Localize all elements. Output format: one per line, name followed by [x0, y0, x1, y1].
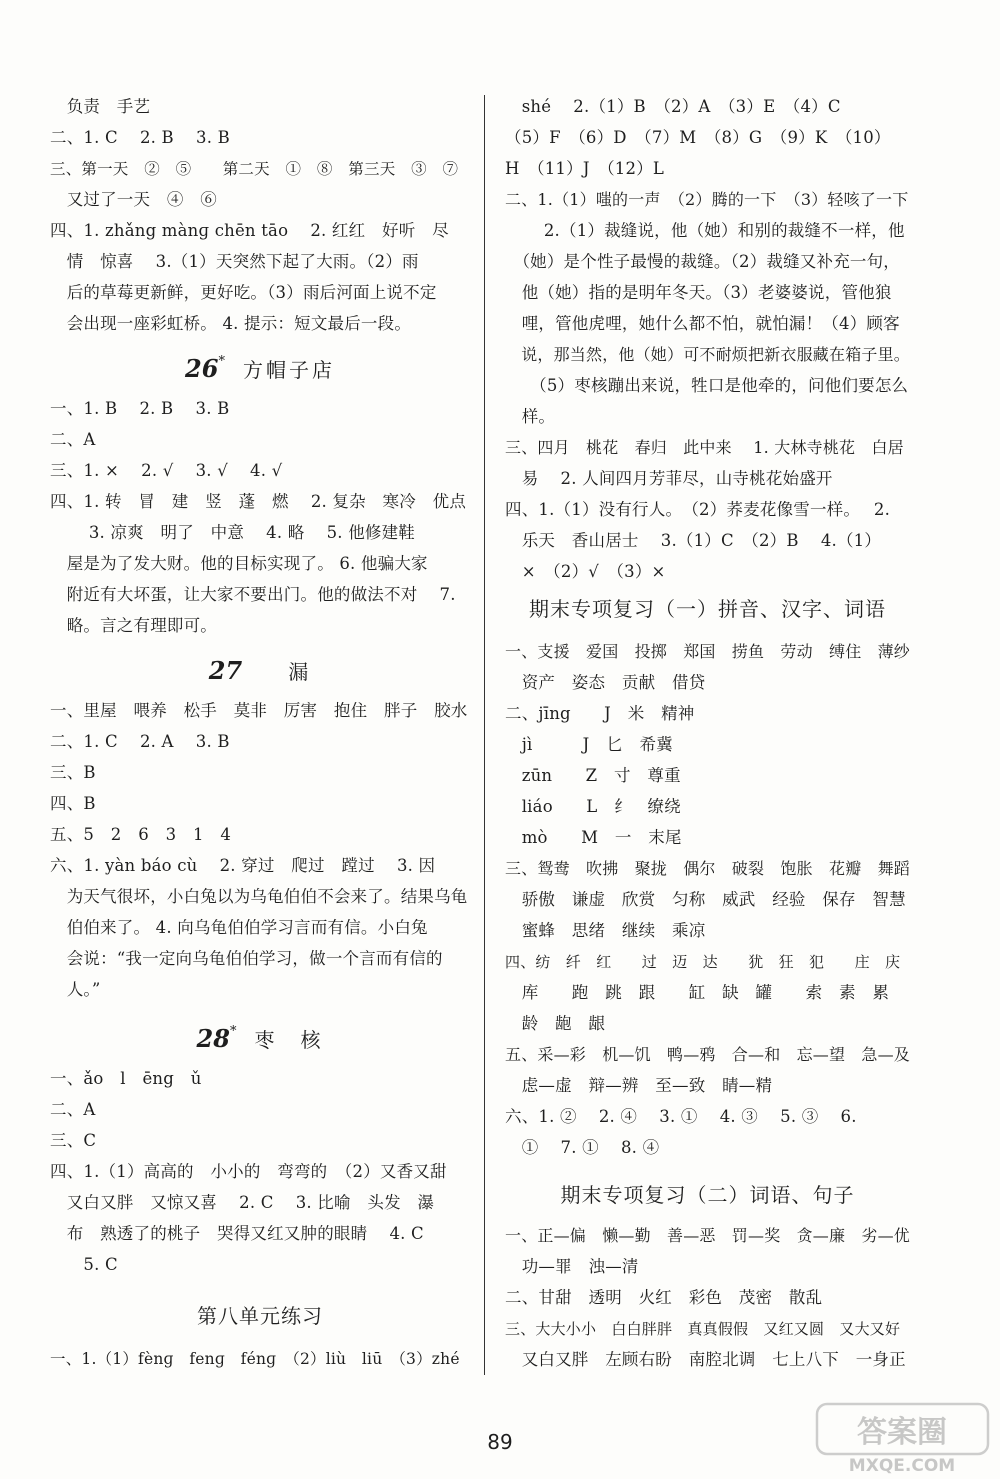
answer-line: 四、1. 转 冒 建 竖 蓬 燃 2. 复杂 寒冷 优点	[50, 492, 467, 511]
answer-line: 一、ǎo l ēng ǔ	[50, 1069, 202, 1088]
answer-line: 二、A	[50, 1100, 96, 1119]
column-divider	[484, 95, 485, 1375]
answer-line: 二、甘甜 透明 火红 彩色 茂密 散乱	[505, 1288, 823, 1307]
answer-line: 三、四月 桃花 春归 此中来 1. 大林寺桃花 白居	[505, 438, 904, 457]
answer-line: 三、大大小小 白白胖胖 真真假假 又红又圆 又大又好	[505, 1320, 901, 1338]
answer-line: 5. C	[50, 1255, 118, 1274]
lesson-number: 28	[196, 1024, 230, 1053]
watermark-bottom: MXQE.COM	[848, 1456, 956, 1475]
answer-line: 屋是为了发大财。他的目标实现了。 6. 他骗大家	[50, 554, 428, 573]
answer-line: （5）枣核蹦出来说，牲口是他牵的，问他们要怎么	[505, 376, 909, 395]
section-title: 期末专项复习（一）拼音、汉字、词语	[529, 597, 886, 621]
answer-line: 乐天 香山居士 3.（1）C （2）B 4.（1）	[505, 531, 882, 550]
answer-line: 情 惊喜 3.（1）天突然下起了大雨。（2）雨	[50, 252, 419, 271]
answer-line: 样。	[505, 407, 556, 426]
answer-line: 会说：“我一定向乌龟伯伯学习，做一个言而有信的	[50, 949, 443, 968]
answer-line: 龄 龅 龈	[505, 1014, 606, 1033]
answer-line: 说，那当然，他（她）可不耐烦把新衣服藏在箱子里。	[505, 345, 911, 364]
answer-line: 附近有大坏蛋，让大家不要出门。他的做法不对 7.	[50, 585, 456, 604]
watermark-top: 答案圈	[857, 1415, 947, 1450]
section-heading	[50, 656, 470, 685]
answer-line: 伯伯来了。 4. 向乌龟伯伯学习言而有信。小白兔	[50, 918, 428, 937]
answer-line: 三、1. × 2. √ 3. √ 4. √	[50, 461, 283, 480]
section-heading	[505, 1179, 910, 1208]
answer-line: 三、第一天 ② ⑤ 第二天 ① ⑧ 第三天 ③ ⑦	[50, 160, 459, 178]
answer-line: liáo L 纟 缭绕	[505, 797, 681, 816]
answer-line: 会出现一座彩虹桥。 4. 提示：短文最后一段。	[50, 314, 412, 333]
section-heading	[50, 1300, 470, 1329]
answer-line: 四、纺 纤 红 过 迈 达 犹 狂 犯 庄 庆	[505, 953, 901, 971]
answer-line: 一、支援 爱国 投掷 郑国 捞鱼 劳动 缚住 薄纱	[505, 642, 911, 661]
answer-line: 为天气很坏，小白兔以为乌龟伯伯不会来了。结果乌龟	[50, 887, 468, 906]
answer-line: shé 2.（1）B （2）A （3）E （4）C	[505, 97, 841, 116]
answer-line: 一、里屋 喂养 松手 莫非 厉害 抱住 胖子 胶水	[50, 701, 468, 720]
answer-line: 库 跑 跳 跟 缸 缺 罐 索 素 累	[505, 983, 890, 1002]
answer-line: 四、1.（1）没有行人。 （2）荞麦花像雪一样。 2.	[505, 500, 891, 519]
lesson-number: 27	[208, 656, 243, 685]
answer-line: 又白又胖 又惊又喜 2. C 3. 比喻 头发 瀑	[50, 1193, 435, 1212]
answer-line: 2.（1）裁缝说，他（她）和别的裁缝不一样，他	[505, 221, 905, 240]
lesson-number: 26	[185, 354, 219, 383]
answer-line: 三、鸳鸯 吹拂 聚拢 偶尔 破裂 饱胀 花瓣 舞蹈	[505, 859, 911, 878]
answer-line: 五、5 2 6 3 1 4	[50, 825, 232, 844]
section-title: 枣 核	[254, 1028, 324, 1052]
answer-line: 蜜蜂 思绪 继续 乘凉	[505, 921, 706, 940]
answer-line: 三、C	[50, 1131, 97, 1150]
answer-line: 他（她）指的是明年冬天。（3）老婆婆说，管他狼	[505, 283, 892, 302]
answer-line: 五、采—彩 机—饥 鸭—鸦 合—和 忘—望 急—及	[505, 1045, 911, 1064]
answer-line: 四、B	[50, 794, 96, 813]
answer-line: H （11）J （12）L	[505, 159, 665, 178]
section-title: 方帽子店	[242, 358, 335, 382]
answer-line: jì J 匕 希冀	[505, 735, 673, 754]
section-heading	[50, 354, 470, 383]
answer-line: 人。”	[50, 980, 101, 999]
answer-line: 三、B	[50, 763, 96, 782]
answer-line: （她）是个性子最慢的裁缝。（2）裁缝又补充一句，	[505, 252, 900, 271]
answer-line: 易 2. 人间四月芳菲尽，山寺桃花始盛开	[505, 469, 833, 488]
answer-line: 六、1. yàn báo cù 2. 穿过 爬过 蹚过 3. 因	[50, 856, 436, 875]
answer-line: 骄傲 谦虚 欣赏 匀称 威武 经验 保存 智慧	[505, 890, 906, 909]
answer-line: mò M 一 末尾	[505, 828, 682, 847]
answer-line: 又白又胖 左顾右盼 南腔北调 七上八下 一身正	[505, 1350, 906, 1369]
answer-line: 布 熟透了的桃子 哭得又红又肿的眼睛 4. C	[50, 1224, 424, 1243]
answer-line: 四、1.（1）高高的 小小的 弯弯的 （2）又香又甜	[50, 1162, 447, 1181]
section-heading	[505, 593, 910, 622]
section-heading	[50, 1024, 470, 1053]
answer-line: 一、1.（1）fènɡ fenɡ fénɡ （2）liù liū （3）zhé	[50, 1350, 460, 1368]
answer-line: zūn Z 寸 尊重	[505, 766, 681, 785]
answer-line: 四、1. zhǎng mànɡ chēn tāo 2. 红红 好听 尽	[50, 221, 449, 240]
answer-line: 虑—虚 辩—辨 至—致 睛—精	[505, 1076, 773, 1095]
answer-line: 二、A	[50, 430, 96, 449]
answer-line: 资产 姿态 贡献 借贷	[505, 673, 706, 692]
page-number: 89	[487, 1430, 513, 1454]
answer-line: 后的草莓更新鲜，更好吃。（3）雨后河面上说不定	[50, 283, 437, 302]
answer-line: ① 7. ① 8. ④	[505, 1138, 660, 1157]
lesson-star: *	[218, 354, 225, 369]
answer-line: 二、jīng J 米 精神	[505, 704, 695, 723]
section-title: 第八单元练习	[197, 1304, 323, 1328]
section-title: 漏	[288, 660, 312, 684]
lesson-star: *	[229, 1024, 237, 1039]
answer-line: 略。言之有理即可。	[50, 616, 217, 635]
answer-line: 3. 凉爽 明了 中意 4. 略 5. 他修建鞋	[50, 523, 415, 542]
answer-line: 一、1. B 2. B 3. B	[50, 399, 230, 418]
answer-line: 一、正—偏 懒—勤 善—恶 罚—奖 贪—廉 劣—优	[505, 1226, 911, 1245]
section-title: 期末专项复习（二）词语、句子	[560, 1183, 855, 1207]
answer-line: 哩，管他虎哩，她什么都不怕，就怕漏！（4）顾客	[505, 314, 900, 333]
watermark-logo	[815, 1400, 990, 1475]
answer-line: 又过了一天 ④ ⑥	[50, 190, 217, 209]
answer-line: （5）F （6）D （7）M （8）G （9）K （10）	[505, 128, 891, 147]
answer-line: 功—罪 浊—清	[505, 1257, 639, 1276]
answer-line: 二、1. C 2. A 3. B	[50, 732, 230, 751]
answer-line: 二、1.（1）嗤的一声 （2）腾的一下 （3）轻咳了一下	[505, 190, 909, 209]
answer-line: 二、1. C 2. B 3. B	[50, 128, 230, 147]
answer-line: × （2）√ （3）×	[505, 562, 666, 581]
answer-line: 六、1. ② 2. ④ 3. ① 4. ③ 5. ③ 6.	[505, 1107, 857, 1126]
answer-line: 负责 手艺	[50, 97, 151, 116]
